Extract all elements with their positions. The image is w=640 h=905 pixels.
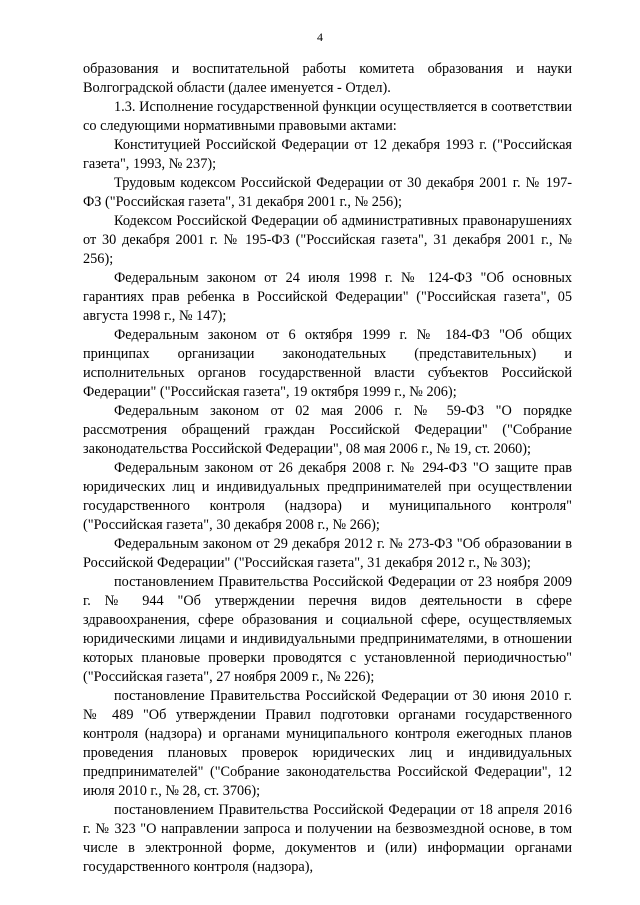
paragraph-continuation: образования и воспитательной работы комитета образования и науки Волгоградской области (далее именуется - Отдел). — [83, 61, 572, 96]
paragraph-administrative-code: Кодексом Российской Федерации об административных правонарушениях от 30 декабря 2001 г. № 195-ФЗ ("Российская газета", 31 декабря 2001 г., № 256); — [83, 213, 572, 267]
paragraph-decree-323: постановлением Правительства Российской Федерации от 18 апреля 2016 г. № 323 "О направлении запроса и получении на безвозмездной основе, в том числе в электронной форме, документов и (или) информации органами государственного контроля (надзора), — [83, 802, 572, 875]
page-number: 4 — [317, 30, 323, 44]
paragraph-law-124: Федеральным законом от 24 июля 1998 г. № 124-ФЗ "Об основных гарантиях прав ребенка в Российской Федерации" ("Российская газета", 05 августа 1998 г., № 147); — [83, 270, 572, 324]
document-body — [83, 60, 572, 877]
paragraph-law-273: Федеральным законом от 29 декабря 2012 г. № 273-ФЗ "Об образовании в Российской Федерации" ("Российская газета", 31 декабря 2012 г., № 303); — [83, 536, 572, 571]
paragraph-labor-code: Трудовым кодексом Российской Федерации от 30 декабря 2001 г. № 197-ФЗ ("Российская газета", 31 декабря 2001 г., № 256); — [83, 175, 572, 210]
paragraph-decree-944: постановлением Правительства Российской Федерации от 23 ноября 2009 г. № 944 "Об утверждении перечня видов деятельности в сфере здравоохранения, сфере образования и социальной сфере, осуществляемых юридическими лицами и индивидуальными предпринимателями, в отношении которых плановые проверки проводятся с установленной периодичностью" ("Российская газета", 27 ноября 2009 г., № 226); — [83, 574, 572, 685]
paragraph-decree-489: постановление Правительства Российской Федерации от 30 июня 2010 г. № 489 "Об утверждении Правил подготовки органами государственного контроля (надзора) и органами муниципального контроля ежегодных планов проведения плановых проверок юридических лиц и индивидуальных предпринимателей" ("Собрание законодательства Российской Федерации", 12 июля 2010 г., № 28, ст. 3706); — [83, 688, 572, 799]
paragraph-law-59: Федеральным законом от 02 мая 2006 г. № 59-ФЗ "О порядке рассмотрения обращений граждан Российской Федерации" ("Собрание законодательства Российской Федерации", 08 мая 2006 г., № 19, ст. 2060); — [83, 403, 572, 457]
paragraph-law-184: Федеральным законом от 6 октября 1999 г. № 184-ФЗ "Об общих принципах организации законодательных (представительных) и исполнительных органов государственной власти субъектов Российской Федерации" ("Российская газета", 19 октября 1999 г., № 206); — [83, 327, 572, 400]
paragraph-section-1-3: 1.3. Исполнение государственной функции осуществляется в соответствии со следующими нормативными правовыми актами: — [83, 99, 572, 134]
paragraph-law-294: Федеральным законом от 26 декабря 2008 г. № 294-ФЗ "О защите прав юридических лиц и индивидуальных предпринимателей при осуществлении государственного контроля (надзора) и муниципального контроля" ("Российская газета", 30 декабря 2008 г., № 266); — [83, 460, 572, 533]
paragraph-constitution: Конституцией Российской Федерации от 12 декабря 1993 г. ("Российская газета", 1993, № 237); — [83, 137, 572, 172]
